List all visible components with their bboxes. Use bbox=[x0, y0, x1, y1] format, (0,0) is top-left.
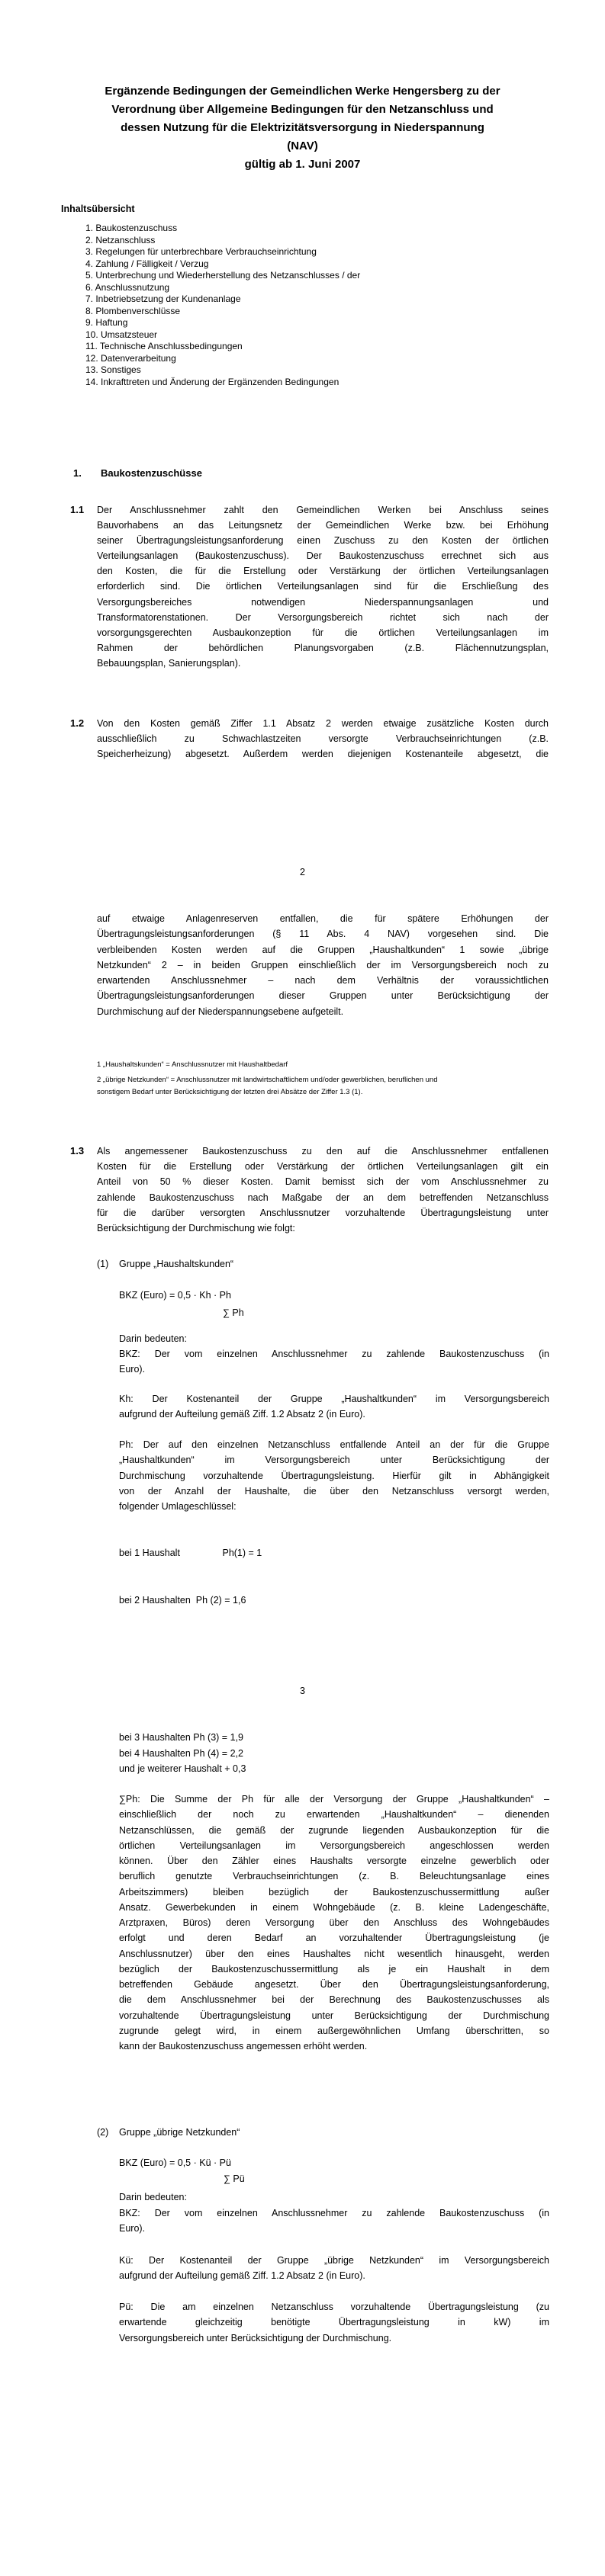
text-line: zahlende Baukostenzuschuss nach Maßgabe der an dem betreffenden Netzanschluss bbox=[97, 1192, 549, 1203]
text-line: erwartende gleichzeitig benötigte Übertragungsleistung in kW) im bbox=[119, 2317, 549, 2328]
definition-ph bbox=[119, 1437, 549, 1514]
title-line: Verordnung über Allgemeine Bedingungen für den Netzanschluss und bbox=[111, 103, 494, 116]
group-heading: Gruppe „Haushaltskunden“ bbox=[119, 1259, 234, 1269]
allocation-scale bbox=[119, 1514, 262, 1624]
formula: BKZ (Euro) = 0,5 · Kh · Ph bbox=[119, 1290, 231, 1301]
definition-sum-ph bbox=[119, 1792, 549, 2054]
scale-row: bei 3 Haushalten Ph (3) = 1,9 bbox=[119, 1732, 243, 1743]
scale-row: bei 2 Haushalten Ph (2) = 1,6 bbox=[119, 1594, 246, 1606]
toc-item: 13. Sonstiges bbox=[85, 364, 141, 375]
toc-item: 2. Netzanschluss bbox=[85, 234, 156, 245]
toc-heading: Inhaltsübersicht bbox=[61, 204, 135, 214]
text-line: Arztpraxen, Büros) deren Versorgung über den Anschluss des Wohngebäudes bbox=[119, 1917, 549, 1928]
text-line: betreffenden Gebäude angesetzt. Über den Übertragungsleistungsanforderung, bbox=[119, 1979, 549, 1990]
page-number: 3 bbox=[300, 1686, 305, 1696]
definition-bkz bbox=[119, 2205, 549, 2236]
allocation-scale-continued bbox=[119, 1730, 246, 1777]
paragraph-1-2 bbox=[97, 716, 549, 762]
section-number: 1. bbox=[73, 467, 82, 479]
toc-item: 5. Unterbrechung und Wiederherstellung des Netzanschlusses / der bbox=[85, 270, 361, 281]
paragraph-1-3 bbox=[97, 1144, 549, 1236]
text-line: Pü: Die am einzelnen Netzanschluss vorzuhaltende Übertragungsleistung (zu bbox=[119, 2302, 549, 2312]
formula: BKZ (Euro) = 0,5 · Kü · Pü bbox=[119, 2157, 231, 2168]
text-line: seiner Übertragungsleistungsanforderung einen Zuschuss zu den Kosten der örtlichen bbox=[97, 535, 549, 547]
group-number: (1) bbox=[97, 1259, 109, 1269]
scale-row: und je weiterer Haushalt + 0,3 bbox=[119, 1763, 246, 1774]
group-number: (2) bbox=[97, 2127, 109, 2138]
text-line: beruflich genutzte Verbrauchseinrichtungen (z. B. Beleuchtungsanlage eines bbox=[119, 1871, 549, 1882]
text-line: einschließlich der noch zu erwartenden „Haushaltkunden“ – dienenden bbox=[119, 1809, 549, 1821]
text-line: BKZ: Der vom einzelnen Anschlussnehmer zu zahlende Baukostenzuschuss (in bbox=[119, 1349, 549, 1359]
footnote-2: 2 „übrige Netzkunden“ = Anschlussnutzer mit landwirtschaftlichem und/oder gewerblichen, beruflichen und bbox=[97, 1076, 438, 1084]
text-line: aufgrund der Aufteilung gemäß Ziff. 1.2 Absatz 2 (in Euro). bbox=[119, 2270, 365, 2281]
text-line: Rahmen der behördlichen Planungsvorgaben (z.B. Flächennutzungsplan, bbox=[97, 642, 549, 653]
toc-item: 7. Inbetriebsetzung der Kundenanlage bbox=[85, 294, 241, 304]
text-line: Netzkunden“ 2 – in beiden Gruppen einschließlich der im Versorgungsbereich noch zu bbox=[97, 959, 549, 970]
text-line: Ansatz. Gewerbekunden in einem Wohngebäude (z. B. kleine Ladengeschäfte, bbox=[119, 1901, 549, 1913]
text-line: BKZ: Der vom einzelnen Anschlussnehmer zu zahlende Baukostenzuschuss (in bbox=[119, 2208, 549, 2218]
text-line: Bauvorhabens an das Leitungsnetz der Gemeindlichen Werke bzw. bei Erhöhung bbox=[97, 520, 549, 531]
text-line: Versorgungsbereiches notwendigen Niederspannungsanlagen und bbox=[97, 596, 549, 608]
text-line: bezüglich der Baukostenzuschussermittlung als je ein Haushalt in dem bbox=[119, 1963, 549, 1975]
page-number: 2 bbox=[300, 867, 305, 877]
text-line: Durchmischung vorzuhaltende Übertragungsleistung. Hierfür gilt in Abhängigkeit bbox=[119, 1470, 549, 1481]
title-line: (NAV) bbox=[287, 140, 318, 152]
text-line: den Kosten, die für die Erstellung oder Verstärkung der örtlichen Verteilungsanlagen bbox=[97, 566, 549, 577]
text-line: die dem Anschlussnehmer bei der Berechnung des Baukostenzuschusses als bbox=[119, 1994, 549, 2006]
paragraph-1-1 bbox=[97, 502, 549, 671]
paragraph-number: 1.1 bbox=[70, 504, 85, 515]
text-line: Anschlussnutzer) über den eines Haushaltes nicht wesentlich hinausgeht, werden bbox=[119, 1948, 549, 1959]
toc-item: 9. Haftung bbox=[85, 317, 128, 328]
text-line: vorzuhaltende Übertragungsleistung unter Berücksichtigung der Durchmischung bbox=[119, 2010, 549, 2021]
text-line: Übertragungsleistungsanforderungen (§ 11 Abs. 4 NAV) vorgesehen sind. Die bbox=[97, 929, 549, 940]
toc-item: 4. Zahlung / Fälligkeit / Verzug bbox=[85, 258, 209, 269]
scale-row: bei 4 Haushalten Ph (4) = 2,2 bbox=[119, 1747, 243, 1759]
text-line: Als angemessener Baukostenzuschuss zu den auf die Anschlussnehmer entfallenen bbox=[97, 1146, 549, 1156]
text-line: Transformatorenstationen. Der Versorgungsbereich richtet sich nach der bbox=[97, 611, 549, 623]
definition-bkz bbox=[119, 1346, 549, 1377]
text-line: folgender Umlageschlüssel: bbox=[119, 1501, 237, 1513]
text-line: Anteil von 50 % dieser Kosten. Damit bemisst sich der vom Anschlussnehmer zu bbox=[97, 1176, 549, 1188]
document-title bbox=[61, 82, 544, 174]
text-line: Speicherheizung) abgesetzt. Außerdem werden diejenigen Kostenanteile abgesetzt, die bbox=[97, 749, 549, 760]
text-line: Übertragungsleistungsanforderungen dieser Gruppen unter Berücksichtigung der bbox=[97, 990, 549, 1002]
toc-item: 8. Plombenverschlüsse bbox=[85, 305, 181, 316]
text-line: kann der Baukostenzuschuss angemessen erhöht werden. bbox=[119, 2041, 368, 2051]
text-line: Verteilungsanlagen (Baukostenzuschuss). Der Baukostenzuschuss errechnet sich aus bbox=[97, 550, 549, 562]
text-line: Versorgungsbereich unter Berücksichtigung der Durchmischung. bbox=[119, 2332, 392, 2343]
text-line: verbleibenden Kosten werden auf die Gruppen „Haushaltkunden“ 1 sowie „übrige bbox=[97, 944, 549, 955]
text-line: können. Über den Zähler eines Haushalts versorgte einzelne gewerblich oder bbox=[119, 1856, 549, 1866]
text-line: Euro). bbox=[119, 1364, 146, 1375]
title-line: dessen Nutzung für die Elektrizitätsversorgung in Niederspannung bbox=[121, 121, 484, 134]
paragraph-number: 1.2 bbox=[70, 717, 85, 729]
definition-kh bbox=[119, 1391, 549, 1422]
group-heading: Gruppe „übrige Netzkunden“ bbox=[119, 2127, 240, 2138]
paragraph-number: 1.3 bbox=[70, 1145, 85, 1156]
text-line: aufgrund der Aufteilung gemäß Ziff. 1.2 Absatz 2 (in Euro). bbox=[119, 1409, 365, 1420]
toc-item: 12. Datenverarbeitung bbox=[85, 352, 176, 364]
definition-pu bbox=[119, 2299, 549, 2346]
text-line: Kh: Der Kostenanteil der Gruppe „Haushaltkunden“ im Versorgungsbereich bbox=[119, 1394, 549, 1404]
text-line: erforderlich sind. Die örtlichen Verteilungsanlagen sind für die Erschließung des bbox=[97, 581, 549, 592]
text-line: Arbeitszimmers) bleiben bezüglich der Baukostenzuschussermittlung außer bbox=[119, 1886, 549, 1898]
text-line: Bebauungsplan, Sanierungsplan). bbox=[97, 657, 241, 669]
toc-item: 11. Technische Anschlussbedingungen bbox=[85, 341, 243, 351]
footnote-2-continued: sonstigem Bedarf unter Berücksichtigung der letzten drei Absätze der Ziffer 1.3 (1). bbox=[97, 1088, 363, 1096]
text-line: örtlichen Verteilungsanlagen im Versorgungsbereich angeschlossen werden bbox=[119, 1840, 549, 1851]
text-line: Ph: Der auf den einzelnen Netzanschluss entfallende Anteil an der für die Gruppe bbox=[119, 1439, 549, 1450]
definitions-label: Darin bedeuten: bbox=[119, 1333, 187, 1344]
text-line: Der Anschlussnehmer zahlt den Gemeindlichen Werken bei Anschluss seines bbox=[97, 505, 549, 515]
text-line: „Haushaltkunden“ im Versorgungsbereich unter Berücksichtigung der bbox=[119, 1455, 549, 1466]
text-line: Durchmischung auf der Niederspannungsebene aufgeteilt. bbox=[97, 1006, 344, 1017]
footnote-1: 1 „Haushaltskunden“ = Anschlussnutzer mit Haushaltbedarf bbox=[97, 1060, 288, 1069]
definitions-label: Darin bedeuten: bbox=[119, 2192, 187, 2202]
text-line: Kü: Der Kostenanteil der Gruppe „übrige Netzkunden“ im Versorgungsbereich bbox=[119, 2255, 549, 2266]
text-line: erwartenden Anschlussnehmer – nach dem Verhältnis der voraussichtlichen bbox=[97, 975, 549, 986]
paragraph-1-2-continued bbox=[97, 911, 549, 1019]
text-line: vorsorgungsgerechten Ausbaukonzeption für die örtlichen Verteilungsanlagen im bbox=[97, 627, 549, 638]
formula-denominator: ∑ Pü bbox=[224, 2173, 245, 2184]
toc-item: 1. Baukostenzuschuss bbox=[85, 223, 178, 233]
text-line: Euro). bbox=[119, 2223, 146, 2234]
text-line: Netzanschlüssen, die gemäß der zugrunde liegenden Ausbaukonzeption für die bbox=[119, 1824, 549, 1836]
text-line: erfolgt und deren Bedarf an vorzuhaltender Übertragungsleistung (je bbox=[119, 1933, 549, 1944]
text-line: auf etwaige Anlagenreserven entfallen, die für spätere Erhöhungen der bbox=[97, 913, 549, 924]
title-line: Ergänzende Bedingungen der Gemeindlichen Werke Hengersberg zu der bbox=[105, 85, 500, 98]
title-validity: gültig ab 1. Juni 2007 bbox=[244, 158, 361, 171]
footnotes bbox=[97, 1059, 555, 1099]
text-line: für die darüber versorgten Anschlussnutzer vorzuhaltende Übertragungsleistung unter bbox=[97, 1207, 549, 1218]
text-line: ausschließlich zu Schwachlastzeiten versorgte Verbrauchseinrichtungen (z.B. bbox=[97, 733, 549, 745]
text-line: Kosten für die Erstellung oder Verstärkung der örtlichen Verteilungsanlagen gilt ein bbox=[97, 1161, 549, 1173]
text-line: zugrunde gelegt wird, in einem außergewöhnlichen Umfang überschritten, so bbox=[119, 2025, 549, 2036]
toc-item: 10. Umsatzsteuer bbox=[85, 329, 158, 340]
scale-row: bei 1 Haushalt Ph(1) = 1 bbox=[119, 1548, 262, 1558]
toc-item: 14. Inkrafttreten und Änderung der Ergänzenden Bedingungen bbox=[85, 376, 340, 387]
text-line: von der Anzahl der Haushalte, die über den Netzanschluss versorgt werden, bbox=[119, 1485, 549, 1497]
toc-item: 3. Regelungen für unterbrechbare Verbrauchseinrichtung bbox=[85, 246, 317, 257]
text-line: Berücksichtigung der Durchmischung wie folgt: bbox=[97, 1223, 295, 1234]
definition-ku bbox=[119, 2253, 549, 2283]
table-of-contents bbox=[85, 223, 360, 388]
toc-item: 6. Anschlussnutzung bbox=[85, 281, 170, 293]
formula-denominator: ∑ Ph bbox=[223, 1307, 244, 1318]
text-line: Von den Kosten gemäß Ziffer 1.1 Absatz 2 werden etwaige zusätzliche Kosten durch bbox=[97, 718, 549, 729]
section-heading: Baukostenzuschüsse bbox=[101, 467, 202, 479]
text-line: ∑Ph: Die Summe der Ph für alle der Versorgung der Gruppe „Haushaltkunden“ – bbox=[119, 1794, 549, 1804]
